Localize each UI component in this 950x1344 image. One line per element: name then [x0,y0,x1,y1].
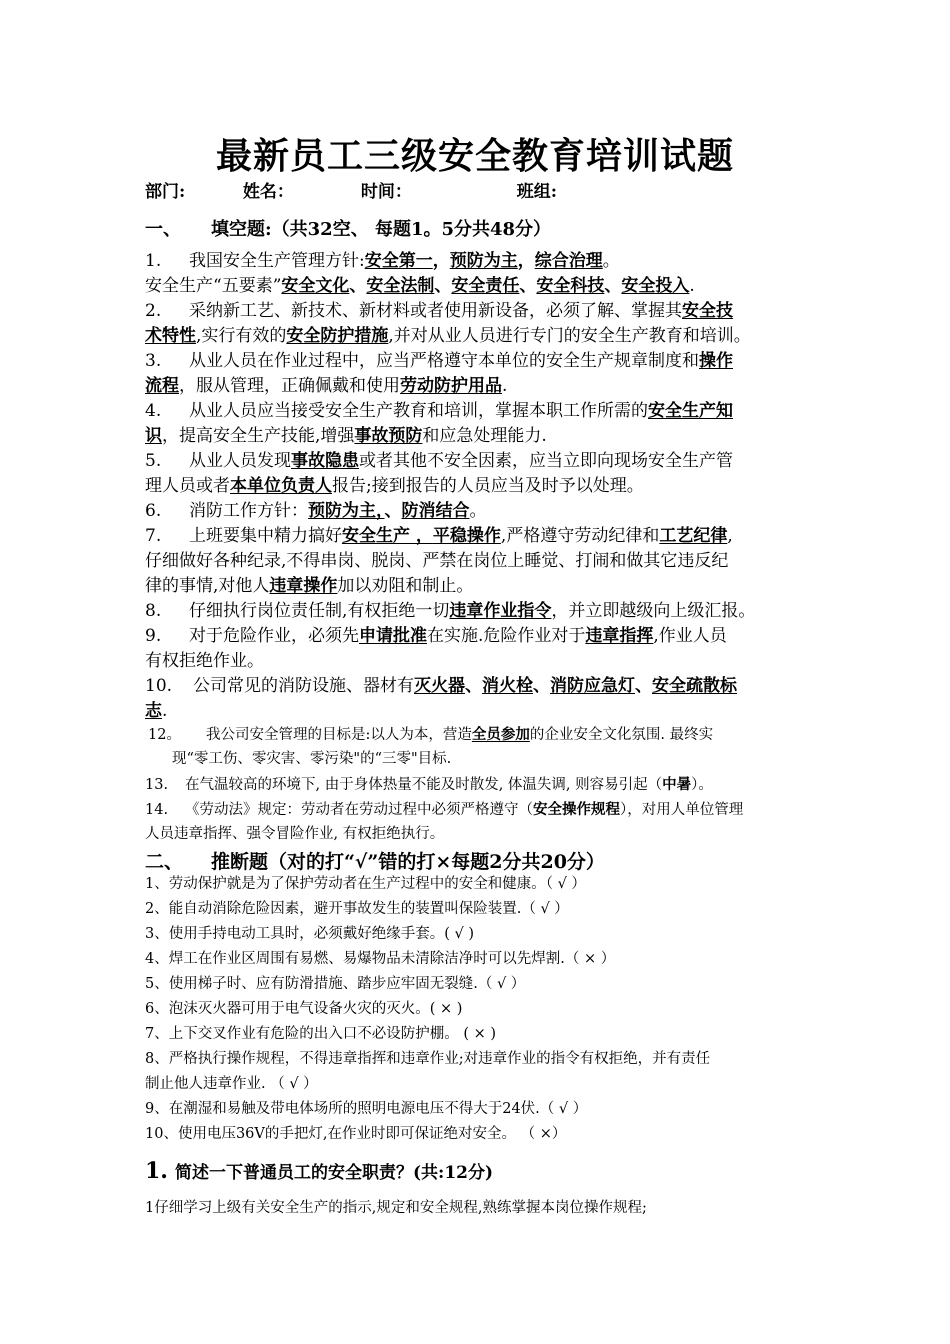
question-4-line2: 识，提高安全生产技能,增强事故预防和应急处理能力. [145,426,547,446]
question-14: 14. 《劳动法》规定：劳动者在劳动过程中必须严格遵守（安全操作规程），对用人单位管理 [145,801,744,818]
question-12-line2: 现“零工伤、零灾害、零污染"的“三零"目标. [172,751,452,767]
judge-item: 5、使用梯子时、应有防滑措施、踏步应牢固无裂缝.（ √ ） [145,976,526,992]
question-9: 9. 对于危险作业，必须先申请批准在实施.危险作业对于违章指挥,作业人员 [145,626,727,646]
question-1: 1. 我国安全生产管理方针:安全第一，预防为主，综合治理。 [145,251,620,271]
section-2-heading: 二、 推断题（对的打“√”错的打×每题2分共20分） [145,851,605,873]
judge-item: 6、泡沫灭火器可用于电气设备火灾的灭火。( × ) [145,1001,463,1017]
judge-item: 10、使用电压36V的手把灯,在作业时即可保证绝对安全。 （ ×） [145,1126,567,1142]
question-3: 3. 从业人员在作业过程中，应当严格遵守本单位的安全生产规章制度和操作 [145,351,733,371]
question-8: 8. 仔细执行岗位责任制,有权拒绝一切违章作业指令，并立即越级向上级汇报。 [145,601,756,621]
question-6: 6. 消防工作方针：预防为主，、防消结合。 [145,501,487,521]
question-7-line2: 仔细做好各种纪录,不得串岗、脱岗、严禁在岗位上睡觉、打闹和做其它违反纪 [145,551,729,571]
question-3-line2: 流程，服从管理，正确佩戴和使用劳动防护用品. [145,376,508,396]
form-header [145,177,557,202]
answer-1: 1仔细学习上级有关安全生产的指示,规定和安全规程,熟练掌握本岗位操作规程; [145,1200,647,1216]
question-7: 7. 上班要集中精力搞好安全生产 ，平稳操作,严格遵守劳动纪律和工艺纪律, [145,526,733,546]
group-label: 班组: [516,182,558,202]
question-7-line3: 律的事情,对他人违章操作加以劝阻和制止。 [145,576,474,596]
judge-item: 4、焊工在作业区周围有易燃、易爆物品未清除洁净时可以先焊割.（ × ） [145,951,616,967]
question-10: 10. 公司常见的消防设施、器材有灭火器、消火栓、消防应急灯、安全疏散标 [145,676,737,696]
dept-label: 部门: [145,182,186,202]
judge-item: 9、在潮湿和易触及带电体场所的照明电源电压不得大于24伏.（ √ ） [145,1101,588,1117]
question-2-line2: 术特性,实行有效的安全防护措施,并对从业人员进行专门的安全生产教育和培训。 [145,326,751,346]
question-9-line2: 有权拒绝作业。 [145,651,264,671]
judge-item: 2、能自动消除危险因素，避开事故发生的装置叫保险装置.（ √ ） [145,901,569,917]
section-3-heading: 1. 简述一下普通员工的安全职责？(共:12分) [145,1158,494,1184]
page-title: 最新员工三级安全教育培训试题 [215,135,734,177]
question-5-line2: 理人员或者本单位负责人报告;接到报告的人员应当及时予以处理。 [145,476,644,496]
question-12: 12。 我公司安全管理的目标是:以人为本，营造全员参加的企业安全文化氛围. 最终实 [148,726,714,743]
judge-item: 7、上下交叉作业有危险的出入口不必设防护棚。 ( × ) [145,1026,497,1042]
judge-item: 8、严格执行操作规程，不得违章指挥和违章作业;对违章作业的指令有权拒绝，并有责任 [145,1051,711,1067]
time-label: 时间： [360,182,412,202]
question-1b: 安全生产“五要素”安全文化、安全法制、安全责任、安全科技、安全投入. [145,276,695,296]
question-10-line2: 志. [145,701,168,721]
judge-item: 3、使用手持电动工具时，必须戴好绝缘手套。( √ ) [145,926,474,942]
question-2: 2. 采纳新工艺、新技术、新材料或者使用新设备，必须了解、掌握其安全技 [145,301,733,321]
question-13: 13. 在气温较高的环境下, 由于身体热量不能及时散发, 体温失调, 则容易引起（中暑）。 [145,776,713,793]
judge-item: 1、劳动保护就是为了保护劳动者在生产过程中的安全和健康。（ √ ） [145,876,586,892]
name-label: 姓名： [242,182,294,202]
question-5: 5. 从业人员发现事故隐患或者其他不安全因素，应当立即向现场安全生产管 [145,451,733,471]
question-4: 4. 从业人员应当接受安全生产教育和培训，掌握本职工作所需的安全生产知 [145,401,733,421]
question-14-line2: 人员违章指挥、强令冒险作业, 有权拒绝执行。 [145,826,445,842]
section-1-heading: 一、 填空题:（共32空、 每题1。5分共48分） [145,219,552,240]
judge-item-continued: 制止他人违章作业. （ √ ） [145,1076,318,1092]
